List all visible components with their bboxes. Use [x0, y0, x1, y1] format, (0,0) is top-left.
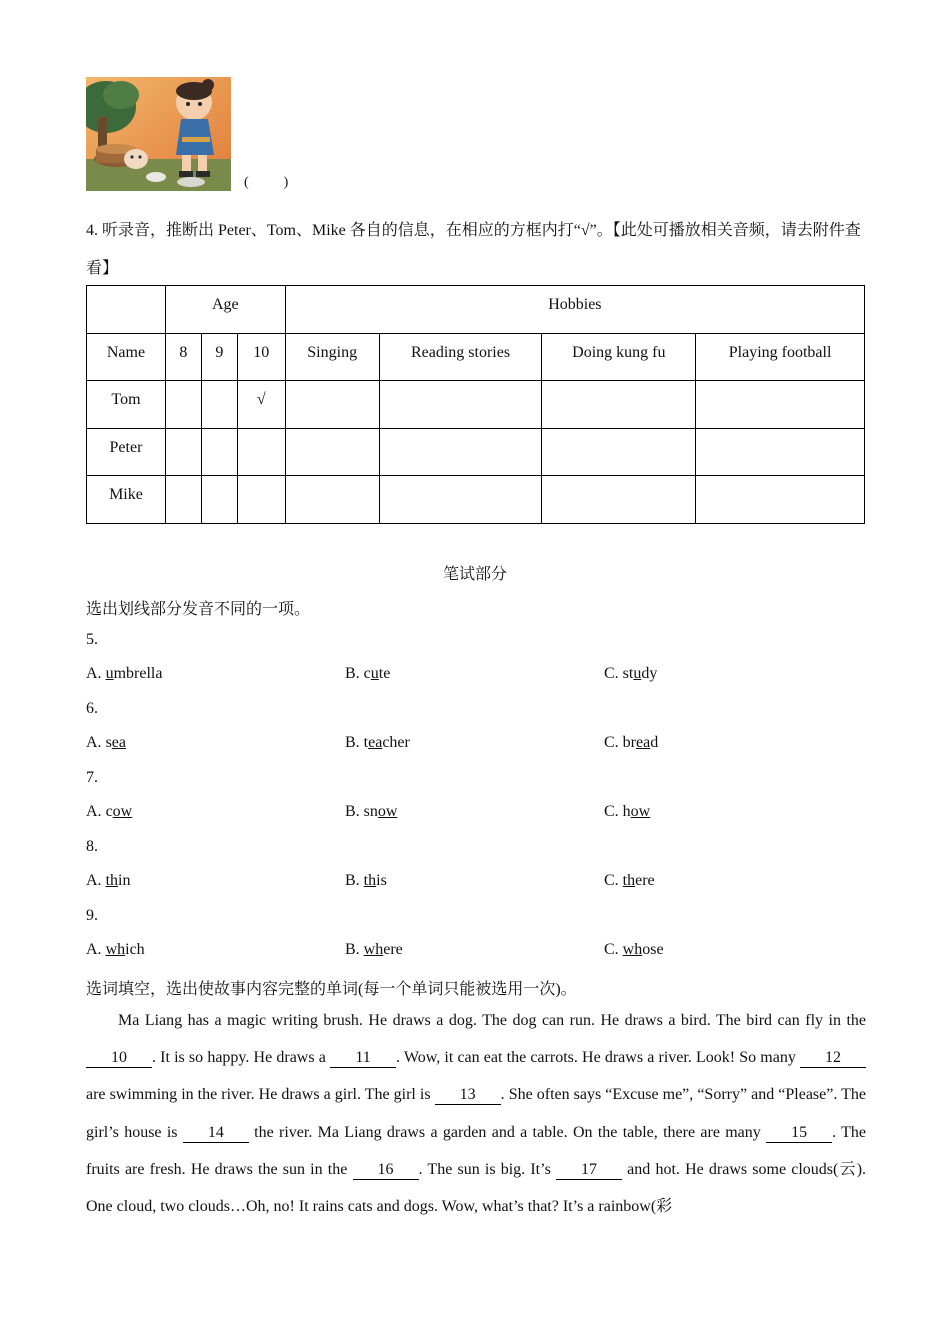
table-cell[interactable]: [379, 381, 542, 429]
table-row: [87, 381, 865, 429]
word-part: st: [622, 665, 634, 682]
question-number: 6.: [86, 700, 98, 717]
table-cell[interactable]: [696, 476, 865, 524]
option-a[interactable]: [86, 941, 145, 959]
table-cell[interactable]: [696, 429, 865, 476]
table-cell[interactable]: [285, 476, 379, 524]
story-text: the river. Ma Liang draws a garden and a table. On the table, there are many: [248, 1123, 767, 1141]
word-part: ere: [635, 872, 655, 889]
option-letter: C.: [604, 872, 623, 889]
table-cell[interactable]: [542, 381, 696, 429]
column-header: Singing: [285, 334, 379, 381]
underlined-part: th: [105, 872, 119, 889]
question-number: 9.: [86, 907, 98, 924]
word-part: c: [363, 665, 371, 682]
option-c[interactable]: [604, 665, 657, 683]
word-part: d: [650, 734, 659, 751]
boy-mushroom-illustration-image: [86, 77, 231, 191]
answer-parentheses: ( ): [244, 175, 289, 190]
word-part: te: [378, 665, 391, 682]
column-header: Doing kung fu: [542, 334, 696, 381]
word-part: in: [118, 872, 131, 889]
story-text: . The sun is big. It’s: [418, 1160, 556, 1178]
option-letter: B.: [345, 803, 364, 820]
instruction-word-fill: 选词填空，选出使故事内容完整的单词(每一个单词只能被选用一次)。: [86, 981, 577, 998]
option-letter: C.: [604, 665, 623, 682]
blank-13[interactable]: 13: [435, 1086, 501, 1105]
question-number: 7.: [86, 769, 98, 786]
underlined-part: ea: [111, 734, 126, 751]
underlined-part: ea: [368, 734, 383, 751]
underlined-part: th: [622, 872, 636, 889]
table-row: [87, 476, 865, 524]
word-part: is: [376, 872, 387, 889]
option-a[interactable]: [86, 803, 132, 821]
question-illustration: [86, 77, 231, 191]
row-name-cell: Mike: [87, 476, 166, 524]
option-letter: A.: [86, 872, 106, 889]
word-part: s: [105, 734, 112, 751]
table-cell[interactable]: [379, 476, 542, 524]
underlined-part: ea: [636, 734, 651, 751]
info-table: [86, 285, 865, 524]
option-a[interactable]: [86, 734, 126, 752]
table-cell[interactable]: [542, 476, 696, 524]
table-cell[interactable]: [237, 429, 285, 476]
option-letter: A.: [86, 941, 106, 958]
word-part: ose: [642, 941, 664, 958]
question-4-text: 4. 听录音，推断出 Peter、Tom、Mike 各自的信息，在相应的方框内打“√”。【此处可播放相关音频，请去附件查看】: [86, 222, 861, 277]
option-letter: A.: [86, 665, 106, 682]
story-text: . Wow, it can eat the carrots. He draws a river. Look! So many: [396, 1049, 801, 1067]
column-header: Reading stories: [379, 334, 542, 381]
table-cell[interactable]: [201, 476, 237, 524]
option-letter: C.: [604, 734, 623, 751]
word-part: h: [622, 803, 631, 820]
age-header: Age: [165, 286, 285, 334]
story-text: . The fruits are fresh. He draws the sun in the: [86, 1123, 867, 1178]
instruction-pronunciation: 选出划线部分发音不同的一项。: [86, 601, 311, 618]
table-cell[interactable]: [201, 429, 237, 476]
blank-17[interactable]: 17: [556, 1161, 622, 1180]
story-text: . It is so happy. He draws a: [152, 1049, 331, 1067]
table-cell[interactable]: [165, 476, 201, 524]
option-letter: A.: [86, 734, 106, 751]
table-cell[interactable]: [201, 381, 237, 429]
blank-10[interactable]: 10: [86, 1049, 152, 1068]
option-letter: B.: [345, 872, 364, 889]
option-b[interactable]: [345, 734, 410, 752]
underlined-part: th: [363, 872, 377, 889]
story-text: Ma Liang has a magic writing brush. He draws a dog. The dog can run. He draws a bird. The bird can fly in the: [118, 1012, 866, 1029]
underlined-part: ow: [112, 803, 133, 820]
underlined-part: wh: [363, 941, 384, 958]
option-a[interactable]: [86, 665, 162, 683]
word-part: sn: [363, 803, 378, 820]
table-cell[interactable]: √: [237, 381, 285, 429]
question-number: 5.: [86, 631, 98, 648]
option-c[interactable]: [604, 734, 658, 752]
table-cell[interactable]: [165, 381, 201, 429]
story-text: and hot. He draws some clouds(云). One cloud, two clouds…Oh, no! It rains cats and dogs. Wow, what’s that? It’s a rainbow(彩: [86, 1160, 867, 1216]
word-part: t: [363, 734, 369, 751]
option-b[interactable]: [345, 665, 390, 683]
column-header: 9: [201, 334, 237, 381]
question-number: 8.: [86, 838, 98, 855]
option-b[interactable]: [345, 941, 403, 959]
story-text: are swimming in the river. He draws a girl. The girl is: [86, 1086, 435, 1104]
row-name-cell: Peter: [87, 429, 166, 476]
blank-14[interactable]: 14: [183, 1124, 249, 1143]
word-part: c: [105, 803, 113, 820]
blank-16[interactable]: 16: [353, 1161, 419, 1180]
option-letter: B.: [345, 734, 364, 751]
option-letter: C.: [604, 941, 623, 958]
word-part: cher: [382, 734, 410, 751]
table-cell[interactable]: [285, 429, 379, 476]
option-a[interactable]: [86, 872, 130, 890]
table-row: [87, 429, 865, 476]
word-part: dy: [641, 665, 658, 682]
table-cell[interactable]: [696, 381, 865, 429]
underlined-part: ow: [630, 803, 651, 820]
table-cell[interactable]: [285, 381, 379, 429]
option-c[interactable]: [604, 803, 650, 821]
underlined-part: u: [370, 665, 379, 682]
word-part: br: [622, 734, 636, 751]
column-header: Name: [87, 334, 166, 381]
option-letter: B.: [345, 665, 364, 682]
option-c[interactable]: [604, 872, 655, 890]
blank-15[interactable]: 15: [766, 1124, 832, 1143]
blank-11[interactable]: 11: [330, 1049, 396, 1068]
hobbies-header: Hobbies: [285, 286, 864, 334]
table-cell[interactable]: [542, 429, 696, 476]
table-cell[interactable]: [379, 429, 542, 476]
option-c[interactable]: [604, 941, 664, 959]
blank-12[interactable]: 12: [800, 1049, 866, 1068]
underlined-part: wh: [105, 941, 126, 958]
underlined-part: u: [633, 665, 642, 682]
word-part: ere: [383, 941, 403, 958]
column-header: 8: [165, 334, 201, 381]
table-cell[interactable]: [165, 429, 201, 476]
option-letter: B.: [345, 941, 364, 958]
table-cell[interactable]: [237, 476, 285, 524]
option-letter: A.: [86, 803, 106, 820]
column-header: Playing football: [696, 334, 865, 381]
option-b[interactable]: [345, 803, 397, 821]
row-name-cell: Tom: [87, 381, 166, 429]
story-text: . She often says “Excuse me”, “Sorry” and “Please”. The girl’s house is: [86, 1086, 866, 1141]
word-part: ich: [125, 941, 145, 958]
story-paragraph: [86, 1002, 866, 1225]
section-title: 笔试部分: [442, 566, 507, 583]
underlined-part: u: [105, 665, 114, 682]
table-corner-cell: [87, 286, 166, 334]
option-letter: C.: [604, 803, 623, 820]
underlined-part: wh: [622, 941, 643, 958]
underlined-part: ow: [377, 803, 398, 820]
column-header: 10: [237, 334, 285, 381]
option-b[interactable]: [345, 872, 387, 890]
word-part: mbrella: [113, 665, 163, 682]
